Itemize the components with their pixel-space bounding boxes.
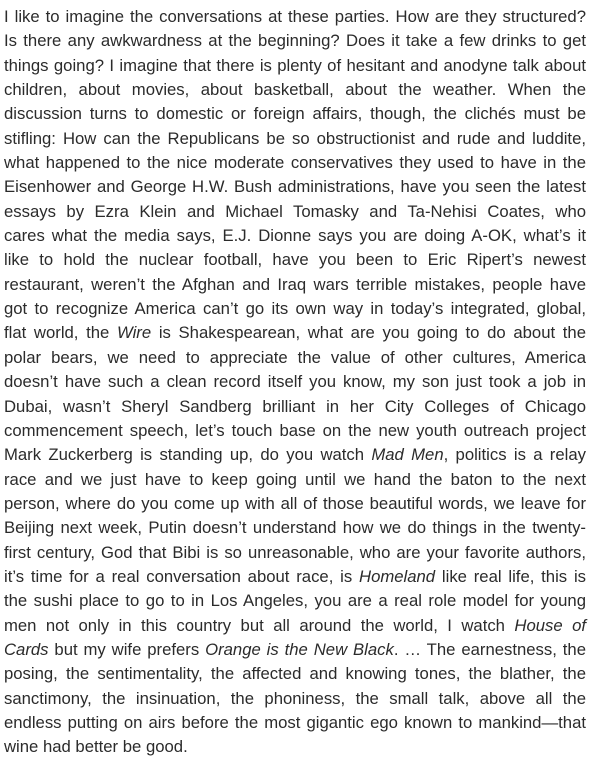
text-line [4, 127, 586, 151]
text-run: children, about movies, about basketball, about the weather. When the [4, 80, 586, 100]
text-line [4, 711, 586, 735]
text-run: Dubai, wasn’t Sheryl Sandberg brilliant in her City Colleges of Chicago [4, 396, 586, 416]
text-line [4, 687, 586, 711]
text-line [4, 565, 586, 589]
italic-title: Homeland [359, 566, 436, 586]
text-line [4, 468, 586, 492]
text-run: flat world, the [4, 323, 117, 343]
text-run: Eisenhower and George H.W. Bush administrations, have you seen the latest [4, 177, 586, 197]
text-line [4, 273, 586, 297]
text-run: cares what the media says, E.J. Dionne says you are doing A-OK, what’s it [4, 226, 586, 246]
text-run: it’s time for a real conversation about race, is [4, 566, 360, 586]
text-run: stifling: How can the Republicans be so obstructionist and rude and luddite, [4, 128, 586, 148]
text-run: essays by Ezra Klein and Michael Tomasky and Ta-Nehisi Coates, who [4, 201, 586, 221]
italic-title: Orange is the New Black [205, 639, 394, 659]
text-run: is Shakespearean, what are you going to do about the [151, 323, 586, 343]
italic-title: Wire [117, 323, 152, 343]
text-run: got to recognize America can’t go its own way in today’s integrated, global, [4, 299, 586, 319]
text-run: first century, God that Bibi is so unreasonable, who are your favorite authors, [4, 542, 586, 562]
text-line [4, 541, 586, 565]
text-run: discussion turns to domestic or foreign affairs, though, the clichés must be [4, 104, 586, 124]
text-run: . … The earnestness, the [393, 639, 586, 659]
text-line [4, 395, 586, 419]
text-run: Beijing next week, Putin doesn’t understand how we do things in the twenty- [4, 518, 586, 538]
text-run: I like to imagine the conversations at these parties. How are they structured? [4, 7, 586, 26]
text-run: restaurant, weren’t the Afghan and Iraq wars terrible mistakes, people have [4, 274, 586, 294]
text-line [4, 224, 586, 248]
text-line [4, 346, 586, 370]
text-run: doesn’t have such a clean record itself you know, my son just took a job in [4, 372, 586, 392]
text-run: , politics is a relay [443, 445, 586, 465]
article-paragraph [4, 5, 586, 760]
text-run: but my wife prefers [48, 639, 206, 659]
text-line [4, 370, 586, 394]
text-run: what happened to the nice moderate conservatives they used to have in the [4, 153, 586, 173]
text-line [4, 735, 586, 759]
italic-title: Cards [4, 639, 49, 659]
text-line [4, 5, 586, 29]
text-run: posing, the sentimentality, the affected and knowing tones, the blather, the [4, 664, 586, 684]
text-line [4, 638, 586, 662]
text-run: wine had better be good. [4, 737, 188, 757]
text-line [4, 589, 586, 613]
text-line [4, 516, 586, 540]
text-line [4, 151, 586, 175]
text-line [4, 175, 586, 199]
text-line [4, 492, 586, 516]
text-line [4, 102, 586, 126]
text-line [4, 321, 586, 345]
text-line [4, 443, 586, 467]
text-run: things going? I imagine that there is plenty of hesitant and anodyne talk about [4, 55, 586, 75]
text-line [4, 614, 586, 638]
text-line [4, 200, 586, 224]
text-run: like to hold the nuclear football, have you been to Eric Ripert’s newest [4, 250, 586, 270]
text-line [4, 248, 586, 272]
text-run: the sushi place to go to in Los Angeles, you are a real role model for young [4, 591, 586, 611]
text-line [4, 78, 586, 102]
text-line [4, 29, 586, 53]
text-line [4, 662, 586, 686]
text-run: person, where do you come up with all of those beautiful words, we leave for [4, 493, 586, 513]
text-run: men not only in this country but all around the world, I watch [4, 615, 515, 635]
italic-title: House of [514, 615, 586, 635]
text-run: polar bears, we need to appreciate the value of other cultures, America [4, 347, 586, 367]
text-line [4, 419, 586, 443]
text-run: Is there any awkwardness at the beginning? Does it take a few drinks to get [4, 31, 586, 51]
text-line [4, 54, 586, 78]
text-run: sanctimony, the insinuation, the phoniness, the small talk, above all the [4, 688, 586, 708]
italic-title: Mad Men [371, 445, 444, 465]
text-line [4, 297, 586, 321]
text-run: endless putting on airs before the most gigantic ego known to mankind—that [4, 712, 586, 732]
text-run: Mark Zuckerberg is standing up, do you watch [4, 445, 372, 465]
text-run: race and we just have to keep going until we hand the baton to the next [4, 469, 586, 489]
text-run: commencement speech, let’s touch base on the new youth outreach project [4, 420, 586, 440]
text-run: like real life, this is [435, 566, 586, 586]
